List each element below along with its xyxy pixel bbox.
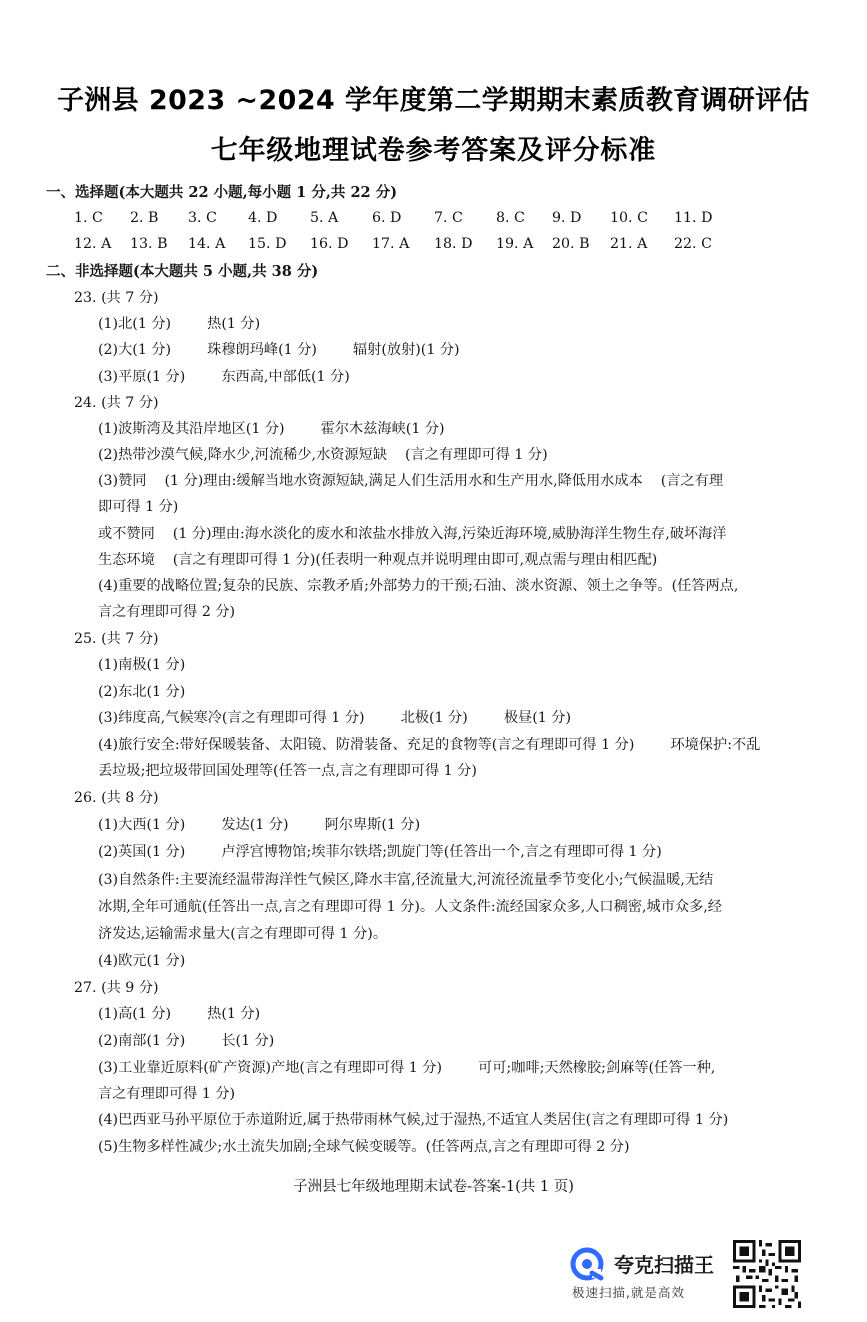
question-24-answer: 言之有理即可得 2 分) (98, 604, 236, 620)
mc-answer: 22. C (674, 236, 712, 252)
question-23-answer: (1)北(1 分) 热(1 分) (98, 316, 261, 332)
question-25-answer: (2)东北(1 分) (98, 684, 186, 700)
mc-answer: 1. C (74, 210, 103, 226)
mc-answer: 10. C (610, 210, 648, 226)
question-27-answer: (5)生物多样性减少;水土流失加剧;全球气候变暖等。(任答两点,言之有理即可得 2 分) (98, 1139, 630, 1155)
scanner-watermark (570, 1243, 730, 1303)
question-24-heading: 24. (共 7 分) (74, 395, 159, 411)
question-24-answer: (4)重要的战略位置;复杂的民族、宗教矛盾;外部势力的干预;石油、淡水资源、领土之争等。(任答两点, (98, 578, 739, 594)
question-27-answer: (1)高(1 分) 热(1 分) (98, 1006, 261, 1022)
scanner-slogan: 极速扫描,就是高效 (572, 1285, 685, 1300)
question-27-answer: 言之有理即可得 1 分) (98, 1086, 236, 1102)
question-24-answer: 即可得 1 分) (98, 499, 179, 515)
question-25-answer: (3)纬度高,气候寒冷(言之有理即可得 1 分) 北极(1 分) 极昼(1 分) (98, 710, 572, 726)
question-26-answer: (1)大西(1 分) 发达(1 分) 阿尔卑斯(1 分) (98, 817, 421, 833)
mc-answer: 16. D (310, 236, 349, 252)
question-25-answer: (1)南极(1 分) (98, 657, 186, 673)
question-26-answer: 济发达,运输需求量大(言之有理即可得 1 分)。 (98, 926, 388, 942)
question-24-answer: 生态环境 (言之有理即可得 1 分)(任表明一种观点并说明理由即可,观点需与理由相匹配) (98, 552, 658, 568)
mc-answer: 20. B (552, 236, 590, 252)
question-27-answer: (4)巴西亚马孙平原位于赤道附近,属于热带雨林气候,过于湿热,不适宜人类居住(言之有理即可得 1 分) (98, 1112, 729, 1128)
mc-answer: 14. A (188, 236, 226, 252)
mc-answer: 3. C (188, 210, 217, 226)
mc-answer: 15. D (248, 236, 287, 252)
question-23-answer: (2)大(1 分) 珠穆朗玛峰(1 分) 辐射(放射)(1 分) (98, 342, 460, 358)
question-26-answer: 冰期,全年可通航(任答出一点,言之有理即可得 1 分)。人文条件:流经国家众多,人口稠密,城市众多,经 (98, 899, 722, 915)
question-26-answer: (4)欧元(1 分) (98, 953, 186, 969)
section-1-heading: 一、选择题(本大题共 22 小题,每小题 1 分,共 22 分) (46, 184, 398, 201)
question-26-answer: (2)英国(1 分) 卢浮宫博物馆;埃菲尔铁塔;凯旋门等(任答出一个,言之有理即可得 1 分) (98, 844, 662, 860)
mc-answer: 13. B (130, 236, 168, 252)
question-25-heading: 25. (共 7 分) (74, 631, 159, 647)
mc-answer: 18. D (434, 236, 473, 252)
mc-answer: 19. A (496, 236, 534, 252)
page-footer: 子洲县七年级地理期末试卷-答案-1(共 1 页) (293, 1179, 574, 1195)
scanner-logo-icon (570, 1247, 604, 1281)
question-24-answer: (2)热带沙漠气候,降水少,河流稀少,水资源短缺 (言之有理即可得 1 分) (98, 447, 548, 463)
question-25-answer: 丢垃圾;把垃圾带回国处理等(任答一点,言之有理即可得 1 分) (98, 763, 477, 779)
question-24-answer: 或不赞同 (1 分)理由:海水淡化的废水和浓盐水排放入海,污染近海环境,威胁海洋生物生存,破坏海洋 (98, 526, 727, 542)
mc-answer: 21. A (610, 236, 648, 252)
mc-answer: 11. D (674, 210, 713, 226)
question-27-heading: 27. (共 9 分) (74, 980, 159, 996)
mc-answer: 8. C (496, 210, 525, 226)
mc-answer: 4. D (248, 210, 278, 226)
question-25-answer: (4)旅行安全:带好保暖装备、太阳镜、防滑装备、充足的食物等(言之有理即可得 1 分) 环境保护:不乱 (98, 737, 761, 753)
page-subtitle: 七年级地理试卷参考答案及评分标准 (210, 135, 657, 166)
mc-answer: 6. D (372, 210, 402, 226)
mc-answer: 5. A (310, 210, 339, 226)
mc-answer: 7. C (434, 210, 463, 226)
question-27-answer: (3)工业靠近原料(矿产资源)产地(言之有理即可得 1 分) 可可;咖啡;天然橡胶;剑麻等(任答一种, (98, 1060, 716, 1076)
scanner-brand-name: 夸克扫描王 (614, 1253, 714, 1277)
question-24-answer: (3)赞同 (1 分)理由:缓解当地水资源短缺,满足人们生活用水和生产用水,降低用水成本 (言之有理 (98, 473, 724, 489)
question-27-answer: (2)南部(1 分) 长(1 分) (98, 1033, 275, 1049)
question-26-heading: 26. (共 8 分) (74, 790, 159, 806)
question-26-answer: (3)自然条件:主要流经温带海洋性气候区,降水丰富,径流量大,河流径流量季节变化小;气候温暖,无结 (98, 872, 714, 888)
mc-answer: 9. D (552, 210, 582, 226)
section-2-heading: 二、非选择题(本大题共 5 小题,共 38 分) (46, 263, 319, 280)
page-title: 子洲县 2023 ~2024 学年度第二学期期末素质教育调研评估 (57, 85, 810, 116)
qr-code-icon (733, 1240, 801, 1308)
question-23-answer: (3)平原(1 分) 东西高,中部低(1 分) (98, 369, 350, 385)
question-24-answer: (1)波斯湾及其沿岸地区(1 分) 霍尔木兹海峡(1 分) (98, 421, 445, 437)
mc-answer: 17. A (372, 236, 410, 252)
mc-answer: 12. A (74, 236, 112, 252)
question-23-heading: 23. (共 7 分) (74, 290, 159, 306)
mc-answer: 2. B (130, 210, 159, 226)
